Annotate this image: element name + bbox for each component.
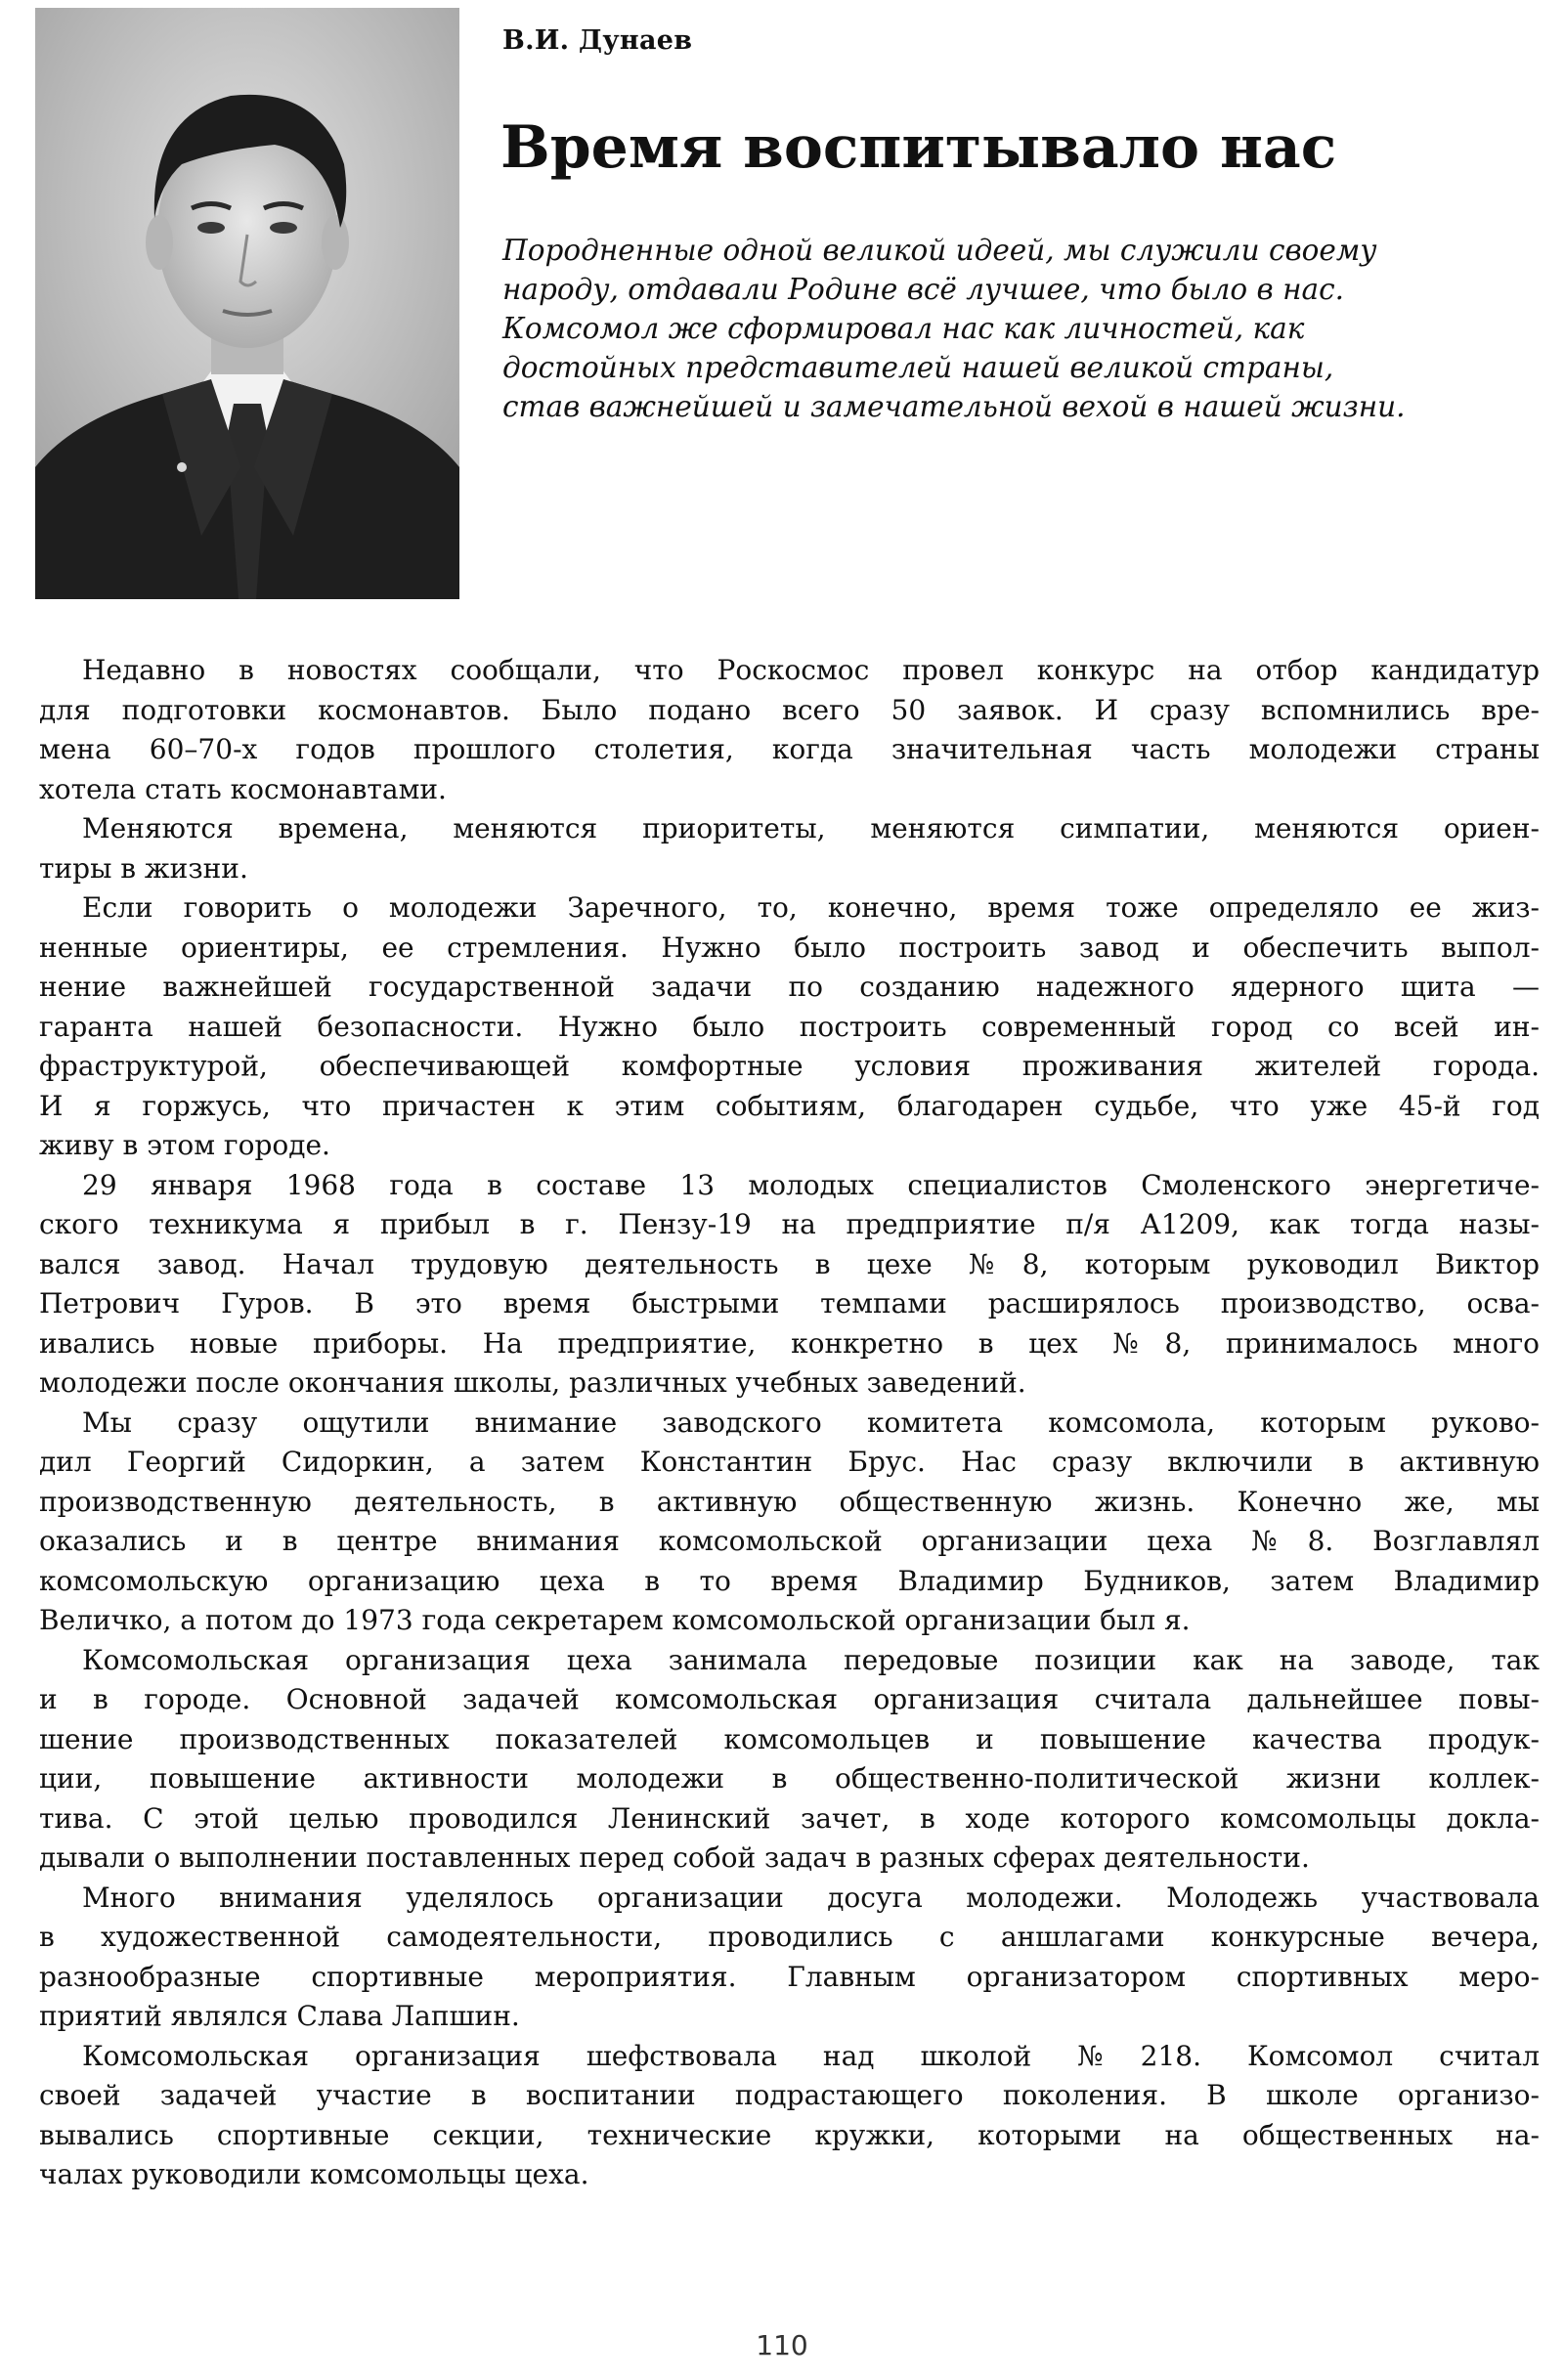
paragraph-line: Если говорить о молодежи Заречного, то, конечно, время тоже определяло ее жиз-: [82, 891, 1540, 924]
paragraph-line: Недавно в новостях сообщали, что Роскосмос провел конкурс на отбор кандидатур: [82, 654, 1540, 686]
paragraph-line: своей задачей участие в воспитании подрастающего поколения. В школе организо-: [39, 2079, 1540, 2111]
paragraph-line: комсомольскую организацию цеха в то время Владимир Будников, затем Владимир: [39, 1564, 1540, 1597]
paragraph-line: гаранта нашей безопасности. Нужно было построить современный город со всей ин-: [39, 1010, 1540, 1043]
paragraph-line: хотела стать космонавтами.: [39, 772, 447, 805]
paragraph: [39, 1404, 1540, 1641]
paragraph-line: дывали о выполнении поставленных перед собой задач в разных сферах деятельности.: [39, 1841, 1310, 1874]
paragraph-line: тиры в жизни.: [39, 851, 248, 885]
page-number: 110: [756, 2329, 808, 2361]
paragraph: [39, 2037, 1540, 2195]
paragraph-line: чалах руководили комсомольцы цеха.: [39, 2158, 589, 2190]
epigraph: [502, 231, 1558, 426]
paragraph: [39, 809, 1540, 888]
paragraph: [39, 1166, 1540, 1404]
paragraph-line: Меняются времена, меняются приоритеты, меняются симпатии, меняются ориен-: [82, 812, 1540, 844]
paragraph-line: мена 60–70-х годов прошлого столетия, когда значительная часть молодежи страны: [39, 733, 1540, 765]
paragraph-line: Величко, а потом до 1973 года секретарем комсомольской организации был я.: [39, 1604, 1191, 1636]
paragraph-line: молодежи после окончания школы, различных учебных заведений.: [39, 1366, 1026, 1399]
paragraph-line: Комсомольская организация цеха занимала передовые позиции как на заводе, так: [82, 1643, 1540, 1676]
paragraph-line: разнообразные спортивные мероприятия. Главным организатором спортивных меро-: [39, 1960, 1540, 1993]
paragraph-line: вывались спортивные секции, технические кружки, которыми на общественных на-: [39, 2118, 1540, 2151]
article-body: [39, 651, 1540, 2195]
author-name: В.И. Дунаев: [502, 25, 693, 56]
paragraph-line: Мы сразу ощутили внимание заводского комитета комсомола, которым руково-: [82, 1406, 1540, 1439]
paragraph-line: 29 января 1968 года в составе 13 молодых специалистов Смоленского энергетиче-: [82, 1168, 1540, 1201]
epigraph-line: став важнейшей и замечательной вехой в нашей жизни.: [502, 390, 1406, 423]
paragraph: [39, 1641, 1540, 1879]
paragraph-line: ции, повышение активности молодежи в общественно-политической жизни коллек-: [39, 1762, 1540, 1795]
paragraph-line: дил Георгий Сидоркин, а затем Константин Брус. Нас сразу включили в активную: [39, 1446, 1540, 1478]
paragraph-line: и в городе. Основной задачей комсомольская организация считала дальнейшее повы-: [39, 1683, 1540, 1715]
paragraph: [39, 888, 1540, 1166]
paragraph-line: Много внимания уделялось организации досуга молодежи. Молодежь участвовала: [82, 1881, 1540, 1914]
epigraph-line: достойных представителей нашей великой страны,: [502, 351, 1334, 384]
paragraph-line: живу в этом городе.: [39, 1129, 330, 1161]
paragraph-line: ивались новые приборы. На предприятие, конкретно в цех №8, принималось много: [39, 1326, 1540, 1360]
paragraph: [39, 1879, 1540, 2037]
epigraph-line: народу, отдавали Родине всё лучшее, что было в нас.: [502, 273, 1345, 306]
paragraph-line: вался завод. Начал трудовую деятельность в цехе №8, которым руководил Виктор: [39, 1247, 1540, 1280]
paragraph-line: тива. С этой целью проводился Ленинский зачет, в ходе которого комсомольцы докла-: [39, 1801, 1540, 1835]
paragraph-line: Петрович Гуров. В это время быстрыми темпами расширялось производство, осва-: [39, 1287, 1540, 1320]
paragraph-line: приятий являлся Слава Лапшин.: [39, 2000, 520, 2032]
paragraph-line: ненные ориентиры, ее стремления. Нужно было построить завод и обеспечить выпол-: [39, 930, 1540, 964]
author-portrait-photo: [35, 8, 459, 599]
paragraph-line: И я горжусь, что причастен к этим событиям, благодарен судьбе, что уже 45-й год: [39, 1089, 1540, 1122]
paragraph-line: оказались и в центре внимания комсомольской организации цеха №8. Возглавлял: [39, 1525, 1540, 1557]
paragraph: [39, 651, 1540, 809]
paragraph-line: в художественной самодеятельности, проводились с аншлагами конкурсные вечера,: [39, 1921, 1540, 1953]
paragraph-line: производственную деятельность, в активную общественную жизнь. Конечно же, мы: [39, 1485, 1540, 1518]
paragraph-line: нение важнейшей государственной задачи по созданию надежного ядерного щита —: [39, 971, 1540, 1003]
paragraph-line: Комсомольская организация шефствовала над школой №218. Комсомол считал: [82, 2039, 1540, 2072]
paragraph-line: для подготовки космонавтов. Было подано всего 50 заявок. И сразу вспомнились вре-: [39, 693, 1540, 726]
paragraph-line: ского техникума я прибыл в г. Пензу-19 на предприятие п/я А1209, как тогда назы-: [39, 1208, 1540, 1240]
epigraph-line: Породненные одной великой идеей, мы служили своему: [502, 234, 1377, 267]
paragraph-line: фраструктурой, обеспечивающей комфортные условия проживания жителей города.: [39, 1050, 1540, 1082]
article-title: Время воспитывало нас: [500, 113, 1337, 182]
epigraph-line: Комсомол же сформировал нас как личностей, как: [502, 312, 1305, 345]
paragraph-line: шение производственных показателей комсомольцев и повышение качества продук-: [39, 1722, 1540, 1755]
